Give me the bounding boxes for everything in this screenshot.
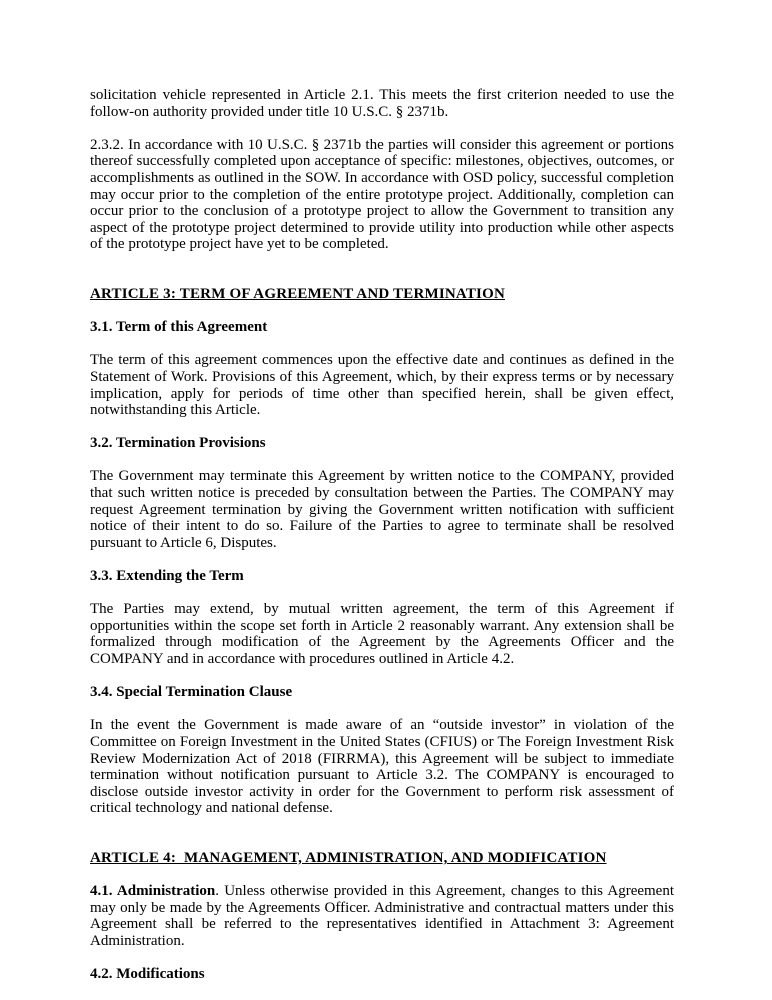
article-3-heading: ARTICLE 3: TERM OF AGREEMENT AND TERMINATION bbox=[90, 285, 505, 302]
article-4-heading: ARTICLE 4: MANAGEMENT, ADMINISTRATION, AND MODIFICATION bbox=[90, 849, 607, 866]
body-paragraph-continuation: solicitation vehicle represented in Article 2.1. This meets the first criterion needed to use the follow-on authority provided under title 10 U.S.C. § 2371b. bbox=[90, 87, 674, 120]
body-paragraph-3-3: The Parties may extend, by mutual written agreement, the term of this Agreement if opportunities within the scope set forth in Article 2 reasonably warrant. Any extension shall be formalized through modification of the Agreement by the Agreements Officer and the COMPANY and in accordance with procedures outlined in Article 4.2. bbox=[90, 601, 674, 667]
section-heading-3-3: 3.3. Extending the Term bbox=[90, 568, 244, 585]
document-body bbox=[90, 87, 674, 999]
body-paragraph-3-4: In the event the Government is made aware of an “outside investor” in violation of the Committee on Foreign Investment in the United States (CFIUS) or The Foreign Investment Risk Review Modernization Act of 2018 (FIRRMA), this Agreement will be subject to immediate termination without notification pursuant to Article 3.2. The COMPANY is encouraged to disclose outside investor activity in order for the Government to perform risk assessment of critical technology and national defense. bbox=[90, 717, 674, 817]
paragraph-4-1-text: . Unless otherwise provided in this Agreement, changes to this Agreement may only be made by the Agreements Officer. Administrative and contractual matters under this Agreement shall be referred to the representatives identified in Attachment 3: Agreement Administration. bbox=[90, 883, 674, 949]
body-paragraph-2-3-2: 2.3.2. In accordance with 10 U.S.C. § 2371b the parties will consider this agreement or portions thereof successfully completed upon acceptance of specific: milestones, objectives, outcomes, or accomplishments as outlined in the SOW. In accordance with OSD policy, successful completion may occur prior to the completion of the entire prototype project. Additionally, completion can occur prior to the conclusion of a prototype project to allow the Government to transition any aspect of the prototype project determined to provide utility into production while other aspects of the prototype project have yet to be completed. bbox=[90, 136, 674, 253]
section-heading-3-4: 3.4. Special Termination Clause bbox=[90, 684, 293, 701]
section-heading-4-2: 4.2. Modifications bbox=[90, 966, 205, 983]
body-paragraph-3-2: The Government may terminate this Agreement by written notice to the COMPANY, provided that such written notice is preceded by consultation between the Parties. The COMPANY may request Agreement termination by giving the Government written notification with sufficient notice of their intent to do so. Failure of the Parties to agree to terminate shall be resolved pursuant to Article 6, Disputes. bbox=[90, 468, 674, 551]
body-paragraph-4-1 bbox=[90, 883, 674, 949]
section-heading-3-2: 3.2. Termination Provisions bbox=[90, 435, 266, 452]
paragraph-4-1-bold-lead: 4.1. Administration bbox=[90, 883, 216, 900]
section-heading-3-1: 3.1. Term of this Agreement bbox=[90, 319, 268, 336]
body-paragraph-3-1: The term of this agreement commences upon the effective date and continues as defined in the Statement of Work. Provisions of this Agreement, which, by their express terms or by necessary implication, apply for periods of time other than specified herein, shall be given effect, notwithstanding this Article. bbox=[90, 352, 674, 419]
